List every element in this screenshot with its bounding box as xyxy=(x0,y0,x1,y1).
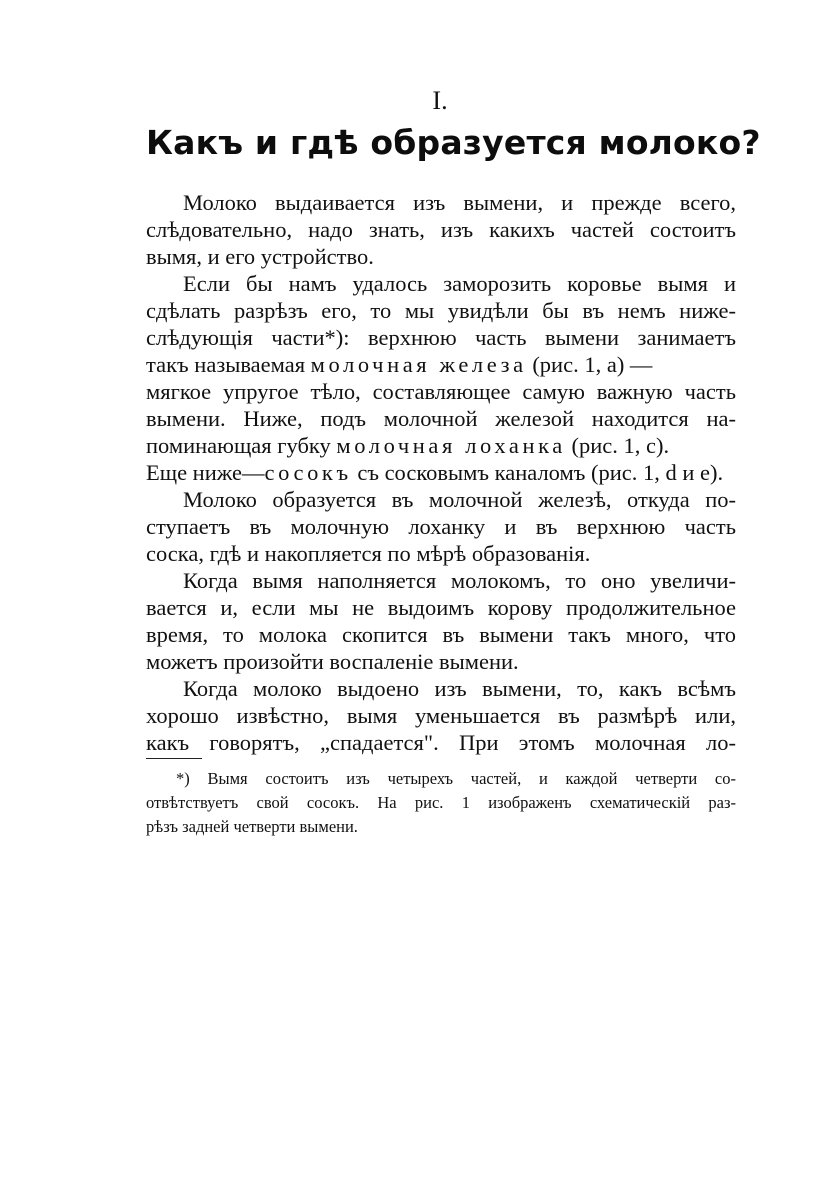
paragraph-1-line-2: слѣдовательно, надо знать, изъ какихъ частей состоитъ xyxy=(146,217,736,242)
footnote-line-2: отвѣтствуетъ свой сосокъ. На рис. 1 изображенъ схематическій раз- xyxy=(146,793,736,812)
paragraph-5-line-3: какъ говорятъ, „спадается". При этомъ молочная ло- xyxy=(146,730,736,755)
paragraph-3-line-2: ступаетъ въ молочную лоханку и въ верхнюю часть xyxy=(146,514,736,539)
paragraph-3-line-1: Молоко образуется въ молочной железѣ, откуда по- xyxy=(183,487,736,512)
text-segment: (рис. 1, а) — xyxy=(526,352,653,377)
footnote-line-1: *) Вымя состоитъ изъ четырехъ частей, и каждой четверти со- xyxy=(176,769,736,788)
paragraph-2-line-4 xyxy=(146,351,736,378)
paragraph-2-line-5: мягкое упругое тѣло, составляющее самую важную часть xyxy=(146,379,736,404)
term-sosok: сосокъ xyxy=(264,460,352,485)
paragraph-4-line-3: время, то молока скопится въ вымени такъ много, что xyxy=(146,622,736,647)
paragraph-5-line-2: хорошо извѣстно, вымя уменьшается въ размѣрѣ или, xyxy=(146,703,736,728)
paragraph-2-line-8 xyxy=(146,459,736,486)
paragraph-2-line-6: вымени. Ниже, подъ молочной железой находится на- xyxy=(146,406,736,431)
paragraph-2-line-2: сдѣлать разрѣзъ его, то мы увидѣли бы въ немъ ниже- xyxy=(146,298,736,323)
text-segment: поминающая губку xyxy=(146,433,337,458)
paragraph-2-line-7 xyxy=(146,432,736,459)
text-segment: Еще ниже— xyxy=(146,460,265,485)
paragraph-2-line-3: слѣдующія части*): верхнюю часть вымени занимаетъ xyxy=(146,325,736,350)
paragraph-5-line-1: Когда молоко выдоено изъ вымени, то, какъ всѣмъ xyxy=(183,676,736,701)
paragraph-4-line-1: Когда вымя наполняется молокомъ, то оно увеличи- xyxy=(183,568,736,593)
text-segment: такъ называемая xyxy=(146,352,311,377)
term-molochnaya-lokhanka: молочная лоханка xyxy=(336,433,566,458)
chapter-number: I. xyxy=(432,86,448,115)
paragraph-4-line-4: можетъ произойти воспаленіе вымени. xyxy=(146,649,519,674)
paragraph-3-line-3: соска, гдѣ и накопляется по мѣрѣ образованія. xyxy=(146,541,591,566)
text-segment: (рис. 1, с). xyxy=(565,433,670,458)
footnote-divider xyxy=(146,758,202,759)
paragraph-2-line-1: Если бы намъ удалось заморозить коровье вымя и xyxy=(183,271,736,296)
paragraph-1-line-1: Молоко выдаивается изъ вымени, и прежде всего, xyxy=(183,190,736,215)
paragraph-4-line-2: вается и, если мы не выдоимъ корову продолжительное xyxy=(146,595,736,620)
paragraph-1-line-3: вымя, и его устройство. xyxy=(146,244,374,269)
term-molochnaya-zheleza: молочная железа xyxy=(310,352,527,377)
chapter-title: Какъ и гдѣ образуется молоко? xyxy=(146,123,761,162)
footnote-line-3: рѣзъ задней четверти вымени. xyxy=(146,817,358,836)
text-segment: съ сосковымъ каналомъ (рис. 1, d и e). xyxy=(351,460,724,485)
